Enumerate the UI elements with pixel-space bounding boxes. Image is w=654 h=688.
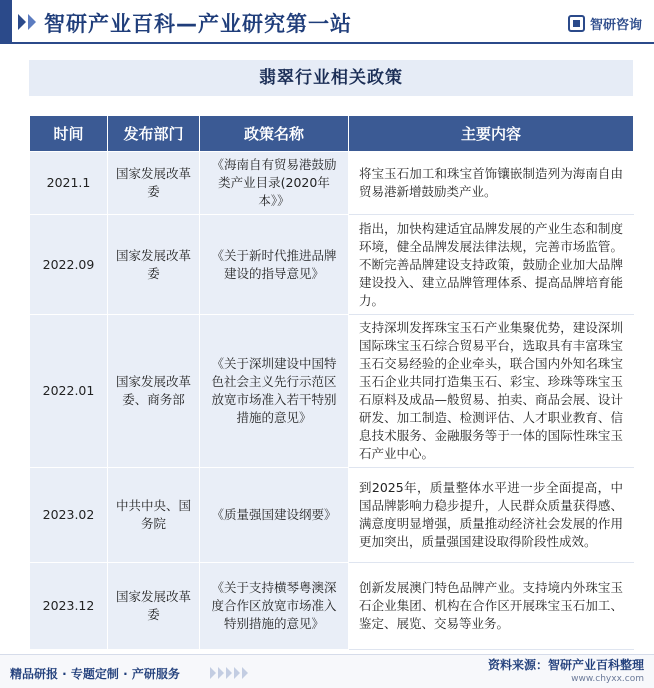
cell-time: 2021.1 (30, 152, 108, 215)
cell-time: 2022.01 (30, 315, 108, 468)
footer-chevron-icon (210, 667, 248, 679)
cell-dept: 中共中央、国务院 (108, 468, 200, 563)
header-accent-stripe (0, 0, 12, 44)
column-header-policy: 政策名称 (200, 116, 349, 152)
cell-dept: 国家发展改革委、商务部 (108, 315, 200, 468)
cell-content: 支持深圳发挥珠宝玉石产业集聚优势，建设深圳国际珠宝玉石综合贸易平台，选取具有丰富珠宝玉石交易经验的企业牵头，联合国内外知名珠宝玉石企业共同打造集玉石、彩宝、珍珠等珠宝玉石原料及成品—般贸易、拍卖、商品会展、设计研发、加工制造、检测评估、人才职业教育、信息技术服务、金融服务等于一体的国际性珠宝玉石产业中心。 (349, 315, 634, 468)
footer-url: www.chyxx.com (571, 674, 644, 684)
column-header-dept: 发布部门 (108, 116, 200, 152)
cell-dept: 国家发展改革委 (108, 215, 200, 315)
brand-logo-icon (568, 15, 585, 32)
table-row (30, 563, 634, 650)
cell-time: 2023.12 (30, 563, 108, 650)
cell-content: 指出，加快构建适宜品牌发展的产业生态和制度环境，健全品牌发展法律法规，完善市场监管。不断完善品牌建设支持政策，鼓励企业加大品牌建设投入、建立品牌管理体系、提高品牌培育能力。 (349, 215, 634, 315)
cell-content: 创新发展澳门特色品牌产业。支持境内外珠宝玉石企业集团、机构在合作区开展珠宝玉石加工、鉴定、展览、交易等业务。 (349, 563, 634, 650)
cell-policy: 《海南自有贸易港鼓励类产业目录(2020年本》》 (200, 152, 349, 215)
cell-time: 2022.09 (30, 215, 108, 315)
cell-dept: 国家发展改革委 (108, 563, 200, 650)
cell-policy: 《关于新时代推进品牌建设的指导意见》 (200, 215, 349, 315)
table-row (30, 215, 634, 315)
site-title: 智研产业百科—产业研究第一站 (44, 12, 352, 36)
cell-policy: 《关于支持横琴粤澳深度合作区放宽市场准入特别措施的意见》 (200, 563, 349, 650)
table-header-row (30, 116, 634, 152)
column-header-time: 时间 (30, 116, 108, 152)
cell-content: 将宝玉石加工和珠宝首饰镶嵌制造列为海南自由贸易港新增鼓励类产业。 (349, 152, 634, 215)
footer-services: 精品研报 · 专题定制 · 产研服务 (10, 667, 180, 681)
cell-content: 到2025年，质量整体水平进一步全面提高，中国品牌影响力稳步提升，人民群众质量获得感、满意度明显增强，质量推动经济社会发展的作用更加突出，质量强国建设取得阶段性成效。 (349, 468, 634, 563)
brand-name: 智研咨询 (589, 18, 642, 33)
column-header-content: 主要内容 (349, 116, 634, 152)
table-title: 翡翠行业相关政策 (29, 60, 633, 96)
cell-policy: 《质量强国建设纲要》 (200, 468, 349, 563)
cell-time: 2023.02 (30, 468, 108, 563)
top-header-bar (0, 0, 654, 44)
policy-table (29, 115, 634, 650)
table-row (30, 152, 634, 215)
footer-source: 资料来源：智研产业百科整理 (487, 658, 644, 672)
table-row (30, 315, 634, 468)
brand-logo-link[interactable] (568, 14, 642, 33)
cell-policy: 《关于深圳建设中国特色社会主义先行示范区放宽市场准入若干特别措施的意见》 (200, 315, 349, 468)
header-chevron-icon (18, 14, 36, 30)
cell-dept: 国家发展改革委 (108, 152, 200, 215)
table-row (30, 468, 634, 563)
